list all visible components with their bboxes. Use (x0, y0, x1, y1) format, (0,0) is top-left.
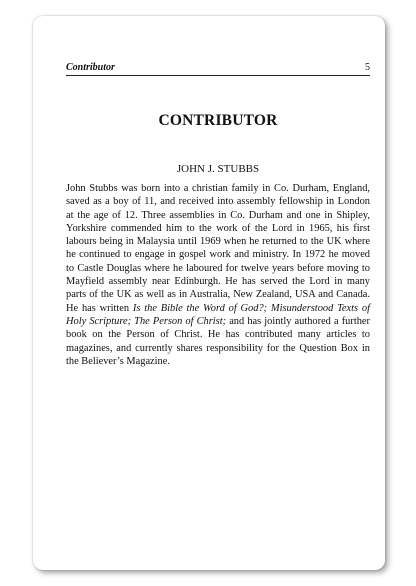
book-page (33, 16, 385, 570)
page-title: CONTRIBUTOR (158, 112, 278, 129)
biography-paragraph (66, 182, 370, 368)
running-head (66, 62, 370, 76)
bio-text-part1: John Stubbs was born into a christian family in Co. Durham, England, saved as a boy of 11, and received into assembly fellowship in London at the age of 12. Three assemblies in Co. Durham and one in Shipley, Yorkshire commended him to the work of the Lord in 1965, his first labours being in Malaysia until 1969 when he returned to the UK where he continued to engage in gospel work and ministry. In 1972 he moved to Castle Douglas where he laboured for twelve years before moving to Mayfield assembly near Edinburgh. He has served the Lord in many parts of the UK as well as in Australia, New Zealand, USA and Canada. He has written (66, 183, 370, 314)
book-titles: Is the Bible the Word of God?; Misunderstood Texts of Holy Scripture; The Person of Christ; (66, 302, 370, 327)
page-number: 5 (365, 62, 370, 73)
author-name: JOHN J. STUBBS (176, 163, 260, 175)
bio-text-part2: and has jointly authored a further book on the Person of Christ. He has contributed many articles to magazines, and currently shares responsibility for the Question Box in the Believer’s Magazine. (66, 315, 370, 367)
running-head-section: Contributor (66, 62, 115, 73)
